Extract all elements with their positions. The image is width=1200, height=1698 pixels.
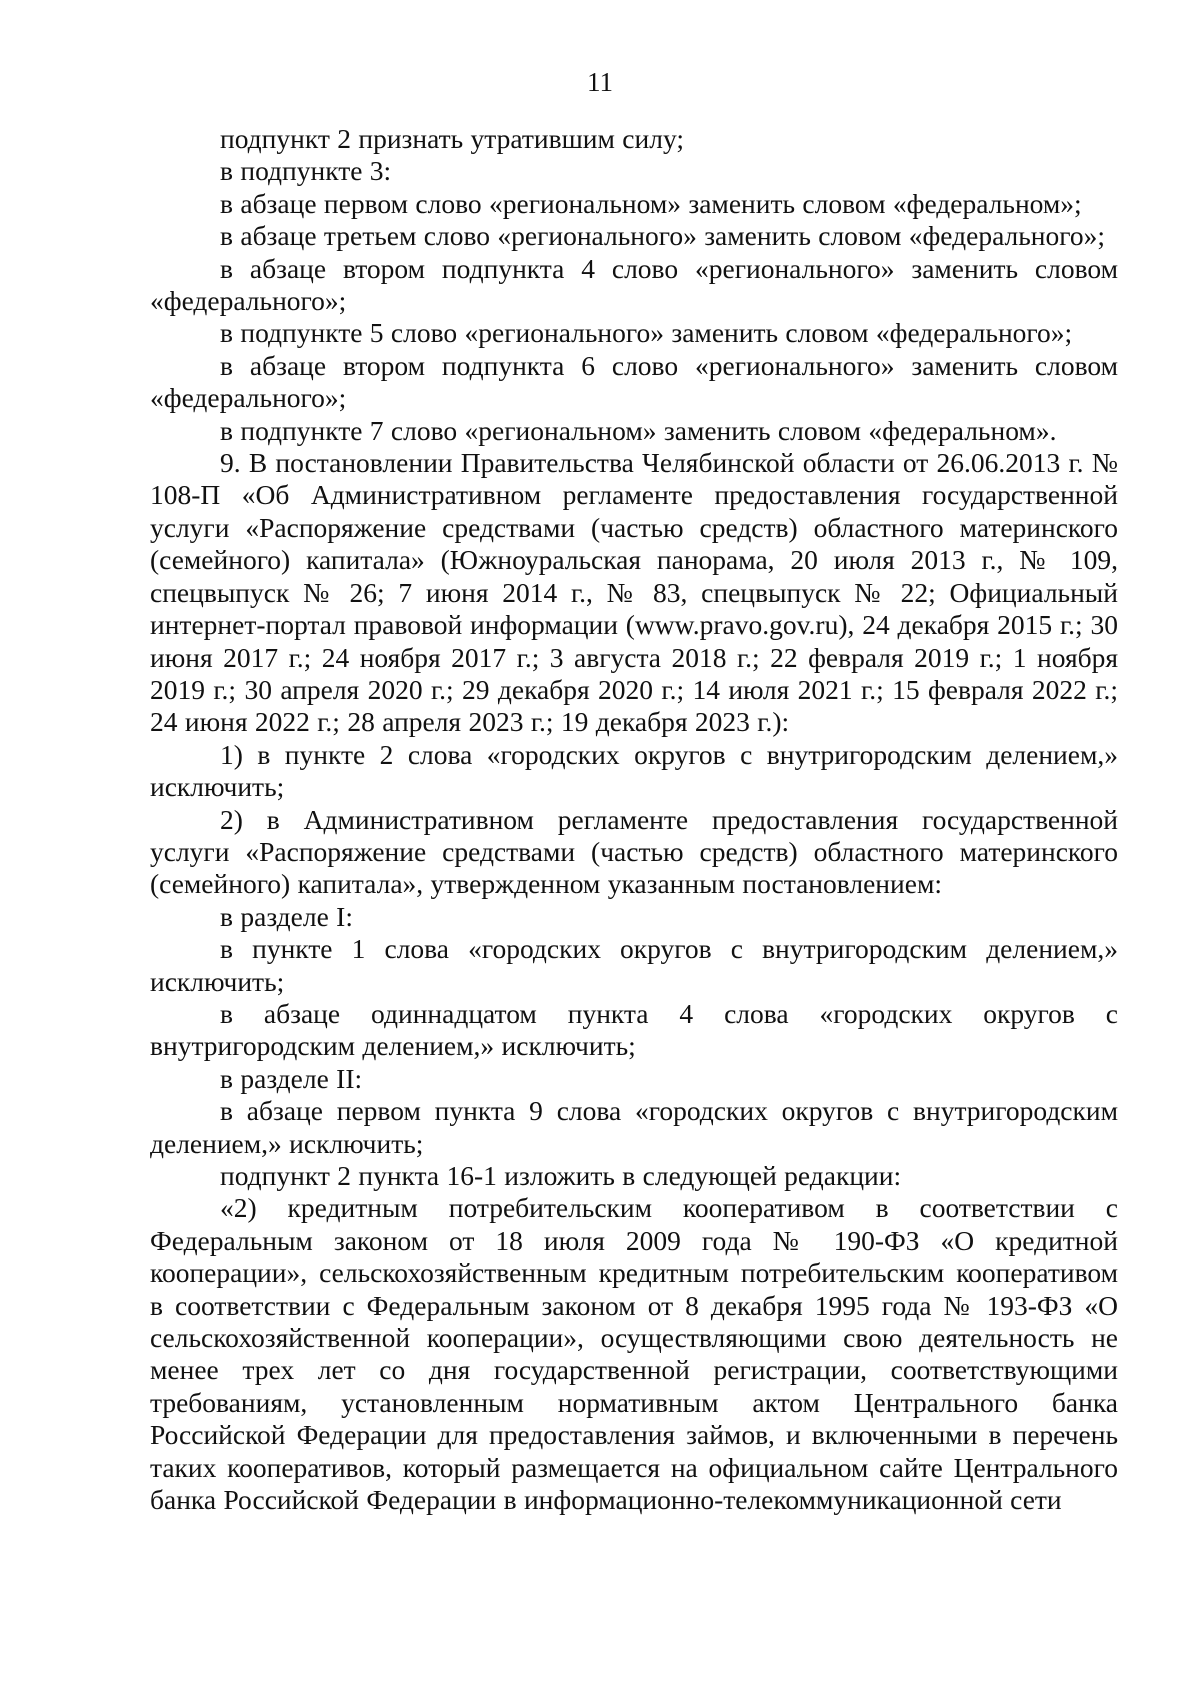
paragraph: 2) в Административном регламенте предоставления государственной услуги «Распоряжение средствами (частью средств) областного материнского (семейного) капитала», утвержденном указанным постановлением: (150, 803, 1118, 900)
paragraph: в абзаце втором подпункта 4 слово «регионального» заменить словом «федерального»; (150, 252, 1118, 317)
paragraph: в подпункте 5 слово «регионального» заменить словом «федерального»; (220, 317, 1073, 349)
paragraph: в абзаце третьем слово «регионального» заменить словом «федерального»; (220, 220, 1105, 252)
paragraph: 9. В постановлении Правительства Челябинской области от 26.06.2013 г. № 108-П «Об Административном регламенте предоставления государственной услуги «Распоряжение средствами (частью средств) областного материнского (семейного) капитала» (Южноуральская панорама, 20 июля 2013 г., № 109, спецвыпуск № 26; 7 июня 2014 г., № 83, спецвыпуск № 22; Официальный интернет-портал правовой информации (www.pravo.gov.ru), 24 декабря 2015 г.; 30 июня 2017 г.; 24 ноября 2017 г.; 3 августа 2018 г.; 22 февраля 2019 г.; 1 ноября 2019 г.; 30 апреля 2020 г.; 29 декабря 2020 г.; 14 июля 2021 г.; 15 февраля 2022 г.; 24 июня 2022 г.; 28 апреля 2023 г.; 19 декабря 2023 г.): (150, 447, 1118, 738)
paragraph: подпункт 2 пункта 16-1 изложить в следующей редакции: (220, 1160, 902, 1191)
paragraph: подпункт 2 признать утратившим силу; (220, 123, 684, 154)
paragraph: «2) кредитным потребительским кооперативом в соответствии с Федеральным законом от 18 июля 2009 года № 190-ФЗ «О кредитной кооперации», сельскохозяйственным кредитным потребительским кооперативом в соответствии с Федеральным законом от 8 декабря 1995 года № 193-ФЗ «О сельскохозяйственной кооперации», осуществляющими свою деятельность не менее трех лет со дня государственной регистрации, соответствующими требованиям, установленным нормативным актом Центрального банка Российской Федерации для предоставления займов, и включенными в перечень таких кооперативов, который размещается на официальном сайте Центрального банка Российской Федерации в информационно-телекоммуникационной сети (150, 1192, 1118, 1516)
paragraph: в абзаце первом пункта 9 слова «городских округов с внутригородским делением,» исключить; (150, 1095, 1118, 1159)
document-body (150, 123, 1118, 1516)
paragraph: в подпункте 7 слово «региональном» заменить словом «федеральном». (220, 414, 1057, 446)
paragraph: в подпункте 3: (220, 155, 392, 187)
page-number: 11 (587, 67, 613, 97)
paragraph: в абзаце первом слово «региональном» заменить словом «федеральном»; (220, 187, 1082, 219)
paragraph: в абзаце одиннадцатом пункта 4 слова «городских округов с внутригородским делением,» исключить; (150, 997, 1118, 1062)
paragraph: в абзаце втором подпункта 6 слово «регионального» заменить словом «федерального»; (150, 349, 1118, 414)
paragraph: в разделе II: (220, 1062, 363, 1094)
paragraph: в разделе I: (220, 900, 353, 932)
paragraph: 1) в пункте 2 слова «городских округов с внутригородским делением,» исключить; (150, 738, 1118, 803)
paragraph: в пункте 1 слова «городских округов с внутригородским делением,» исключить; (150, 933, 1118, 997)
